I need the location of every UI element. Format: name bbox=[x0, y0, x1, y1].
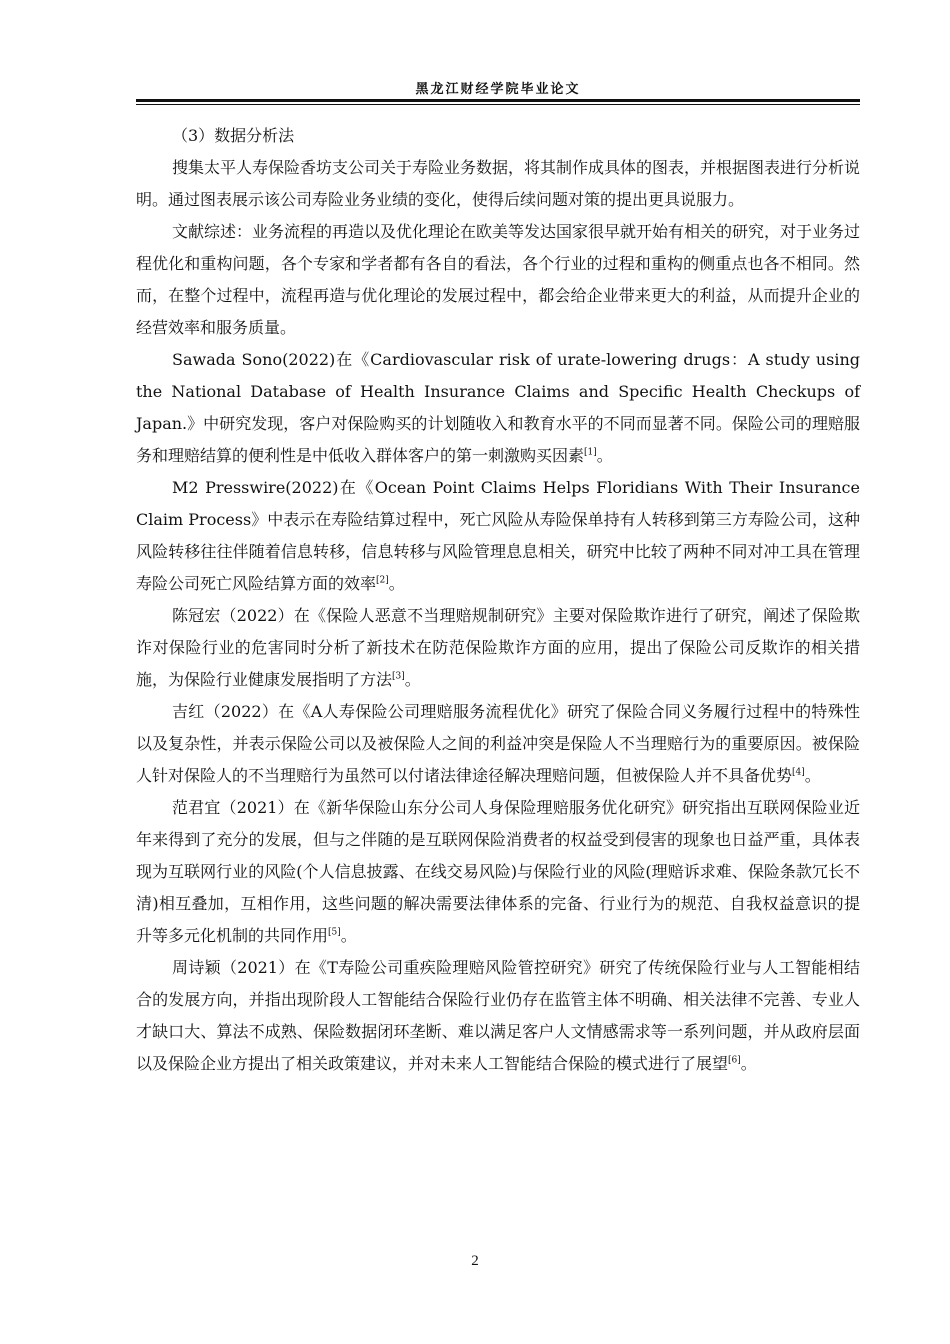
paragraph-end: 。 bbox=[596, 446, 613, 465]
paragraph-text: 吉红（2022）在《A人寿保险公司理赔服务流程优化》研究了保险合同义务履行过程中的特殊性以及复杂性，并表示保险公司以及被保险人之间的利益冲突是保险人不当理赔行为的重要原因。被保险人针对保险人的不当理赔行为虽然可以付诸法律途径解决理赔问题，但被保险人并不具备优势 bbox=[136, 702, 860, 785]
citation-ref: [6] bbox=[728, 1055, 741, 1066]
paragraph-end: 。 bbox=[804, 766, 821, 785]
paragraph-chen bbox=[136, 600, 860, 696]
paragraph-m2-presswire bbox=[136, 472, 860, 600]
header-rule-thin bbox=[136, 104, 860, 105]
citation-ref: [5] bbox=[328, 927, 341, 938]
paragraph-text: 陈冠宏（2022）在《保险人恶意不当理赔规制研究》主要对保险欺诈进行了研究，阐述了保险欺诈对保险行业的危害同时分析了新技术在防范保险欺诈方面的应用，提出了保险公司反欺诈的相关措施，为保险行业健康发展指明了方法 bbox=[136, 606, 860, 689]
page-header-title: 黑龙江财经学院毕业论文 bbox=[415, 82, 581, 97]
paragraph-text: 范君宜（2021）在《新华保险山东分公司人身保险理赔服务优化研究》研究指出互联网保险业近年来得到了充分的发展，但与之伴随的是互联网保险消费者的权益受到侵害的现象也日益严重，具体表现为互联网行业的风险(个人信息披露、在线交易风险)与保险行业的风险(理赔诉求难、保险条款冗长不清)相互叠加，互相作用，这些问题的解决需要法律体系的完备、行业行为的规范、自我权益意识的提升等多元化机制的共同作用 bbox=[136, 798, 860, 945]
main-text bbox=[136, 120, 860, 1080]
paragraph-literature-review: 文献综述：业务流程的再造以及优化理论在欧美等发达国家很早就开始有相关的研究，对于业务过程优化和重构问题，各个专家和学者都有各自的看法，各个行业的过程和重构的侧重点也各不相同。然而，在整个过程中，流程再造与优化理论的发展过程中，都会给企业带来更大的利益，从而提升企业的经营效率和服务质量。 bbox=[136, 222, 861, 337]
paragraph-text: Sawada Sono(2022)在《Cardiovascular risk of urate-lowering drugs：A study using the National Database of Health Insurance Claims and Specific Health Checkups of Japan.》中研究发现，客户对保险购买的计划随收入和教育水平的不同而显著不同。保险公司的理赔服务和理赔结算的便利性是中低收入群体客户的第一刺激购买因素 bbox=[136, 350, 860, 465]
paragraph-sawada bbox=[136, 344, 860, 472]
citation-ref: [2] bbox=[376, 575, 389, 586]
paragraph-end: 。 bbox=[388, 574, 405, 593]
citation-ref: [4] bbox=[792, 767, 805, 778]
citation-ref: [3] bbox=[392, 671, 405, 682]
paragraph-end: 。 bbox=[340, 926, 357, 945]
paragraph-end: 。 bbox=[404, 670, 421, 689]
paragraph-end: 。 bbox=[740, 1054, 757, 1073]
paragraph-fan bbox=[136, 792, 860, 952]
paragraph-data-analysis: 搜集太平人寿保险香坊支公司关于寿险业务数据，将其制作成具体的图表，并根据图表进行分析说明。通过图表展示该公司寿险业务业绩的变化，使得后续问题对策的提出更具说服力。 bbox=[136, 158, 861, 209]
paragraph-zhou bbox=[136, 952, 860, 1080]
paragraph-text: 周诗颖（2021）在《T寿险公司重疾险理赔风险管控研究》研究了传统保险行业与人工智能相结合的发展方向，并指出现阶段人工智能结合保险行业仍存在监管主体不明确、相关法律不完善、专业人才缺口大、算法不成熟、保险数据闭环垄断、难以满足客户人文情感需求等一系列问题，并从政府层面以及保险企业方提出了相关政策建议，并对未来人工智能结合保险的模式进行了展望 bbox=[136, 958, 860, 1073]
paragraph-jihong bbox=[136, 696, 860, 792]
header-rule-thick bbox=[136, 99, 860, 102]
section-heading: （3）数据分析法 bbox=[172, 126, 295, 145]
paragraph-text: M2 Presswire(2022)在《Ocean Point Claims Helps Floridians With Their Insurance Claim Process》中表示在寿险结算过程中，死亡风险从寿险保单持有人转移到第三方寿险公司，这种风险转移往往伴随着信息转移，信息转移与风险管理息息相关，研究中比较了两种不同对冲工具在管理寿险公司死亡风险结算方面的效率 bbox=[136, 478, 860, 593]
citation-ref: [1] bbox=[584, 447, 597, 458]
page-number: 2 bbox=[471, 1253, 479, 1269]
